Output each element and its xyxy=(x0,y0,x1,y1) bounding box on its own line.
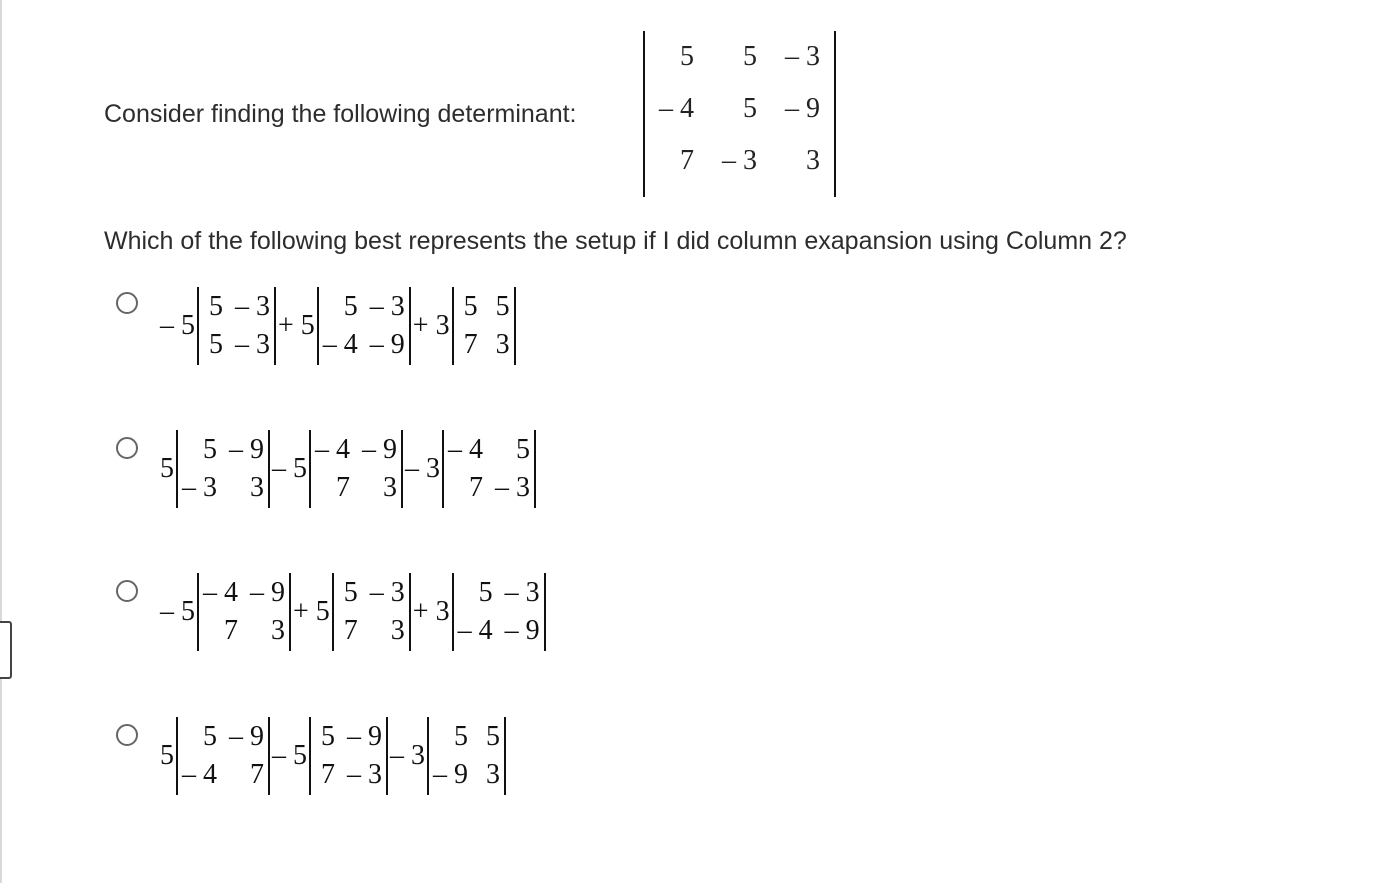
matrix-cell: – 3 xyxy=(722,145,757,176)
minor-cell: 3 xyxy=(383,472,397,503)
minor-cell: – 9 xyxy=(250,577,285,608)
option-d-radio[interactable] xyxy=(116,724,138,746)
minor-cell: – 4 xyxy=(457,615,493,646)
coefficient: – 3 xyxy=(390,740,425,771)
coefficient: + 5 xyxy=(278,310,315,341)
minor-cell: 3 xyxy=(271,615,285,646)
minor-cell: – 3 xyxy=(369,291,405,322)
minor-cell: – 4 xyxy=(448,434,483,465)
minor-cell: 3 xyxy=(250,472,264,503)
matrix-cell: 5 xyxy=(680,41,694,72)
minor-determinant xyxy=(176,717,270,795)
matrix-cell: 3 xyxy=(806,145,820,176)
minor-determinant xyxy=(442,430,536,508)
minor-cell: – 9 xyxy=(229,434,264,465)
minor-determinant xyxy=(197,287,276,365)
minor-cell: – 4 xyxy=(182,759,217,790)
minor-cell: 5 xyxy=(203,721,217,752)
minor-cell: 5 xyxy=(486,721,500,752)
minor-cell: 5 xyxy=(343,577,358,608)
minor-cell: – 9 xyxy=(362,434,397,465)
minor-cell: – 9 xyxy=(229,721,264,752)
minor-cell: – 3 xyxy=(235,291,270,322)
minor-cell: – 3 xyxy=(495,472,530,503)
minor-cell: 3 xyxy=(390,615,405,646)
coefficient: – 5 xyxy=(272,453,307,484)
option-c-radio[interactable] xyxy=(116,580,138,602)
minor-cell: 5 xyxy=(343,291,358,322)
main-determinant xyxy=(643,31,836,197)
minor-cell: – 3 xyxy=(235,329,270,360)
minor-determinant xyxy=(452,573,546,651)
side-panel-handle[interactable] xyxy=(0,621,12,679)
coefficient: + 3 xyxy=(412,596,450,627)
matrix-cell: – 4 xyxy=(659,93,694,124)
minor-cell: – 9 xyxy=(347,721,382,752)
matrix-cell: 5 xyxy=(743,41,757,72)
minor-determinant xyxy=(317,287,411,365)
minor-determinant xyxy=(452,287,516,365)
minor-cell: 5 xyxy=(203,434,217,465)
coefficient: – 5 xyxy=(272,740,307,771)
option-c-expression[interactable] xyxy=(158,573,546,651)
question-text: Which of the following best represents the setup if I did column exapansion using Column 2? xyxy=(104,227,1127,255)
minor-determinant xyxy=(309,717,388,795)
minor-cell: 5 xyxy=(209,291,223,322)
coefficient: – 3 xyxy=(405,453,440,484)
minor-cell: – 9 xyxy=(433,759,468,790)
minor-cell: – 4 xyxy=(322,329,358,360)
coefficient: – 5 xyxy=(160,310,195,341)
coefficient: + 3 xyxy=(412,310,450,341)
minor-cell: – 4 xyxy=(203,577,238,608)
minor-cell: 3 xyxy=(495,329,510,360)
minor-cell: – 9 xyxy=(369,329,405,360)
minor-cell: 7 xyxy=(463,329,478,360)
option-a-radio[interactable] xyxy=(116,292,138,314)
minor-cell: – 3 xyxy=(504,577,540,608)
minor-cell: 5 xyxy=(478,577,493,608)
coefficient: + 5 xyxy=(293,596,330,627)
option-b-expression[interactable] xyxy=(158,430,536,508)
matrix-cell: – 3 xyxy=(785,41,820,72)
minor-cell: 7 xyxy=(343,615,358,646)
minor-cell: 5 xyxy=(516,434,530,465)
minor-cell: 3 xyxy=(486,759,500,790)
matrix-cell: – 9 xyxy=(785,93,820,124)
minor-cell: 7 xyxy=(336,472,350,503)
minor-determinant xyxy=(176,430,270,508)
option-a-expression[interactable] xyxy=(158,287,516,365)
minor-cell: 7 xyxy=(321,759,335,790)
minor-cell: – 4 xyxy=(315,434,350,465)
minor-cell: – 3 xyxy=(369,577,405,608)
minor-cell: 7 xyxy=(224,615,238,646)
minor-cell: 5 xyxy=(209,329,223,360)
minor-cell: 5 xyxy=(454,721,468,752)
matrix-cell: 7 xyxy=(680,145,694,176)
option-b-radio[interactable] xyxy=(116,437,138,459)
prompt-text: Consider finding the following determinant: xyxy=(104,100,577,128)
coefficient: 5 xyxy=(160,453,174,484)
left-border xyxy=(0,0,2,883)
minor-cell: – 3 xyxy=(182,472,217,503)
option-d-expression[interactable] xyxy=(158,717,506,795)
coefficient: 5 xyxy=(160,740,174,771)
minor-determinant xyxy=(197,573,291,651)
minor-cell: 5 xyxy=(495,291,510,322)
minor-determinant xyxy=(332,573,411,651)
minor-cell: – 9 xyxy=(504,615,540,646)
minor-determinant xyxy=(427,717,506,795)
minor-cell: 5 xyxy=(463,291,478,322)
minor-cell: 7 xyxy=(250,759,264,790)
minor-determinant xyxy=(309,430,403,508)
matrix-cell: 5 xyxy=(743,93,757,124)
coefficient: – 5 xyxy=(160,596,195,627)
minor-cell: 7 xyxy=(469,472,483,503)
minor-cell: 5 xyxy=(321,721,335,752)
minor-cell: – 3 xyxy=(347,759,382,790)
